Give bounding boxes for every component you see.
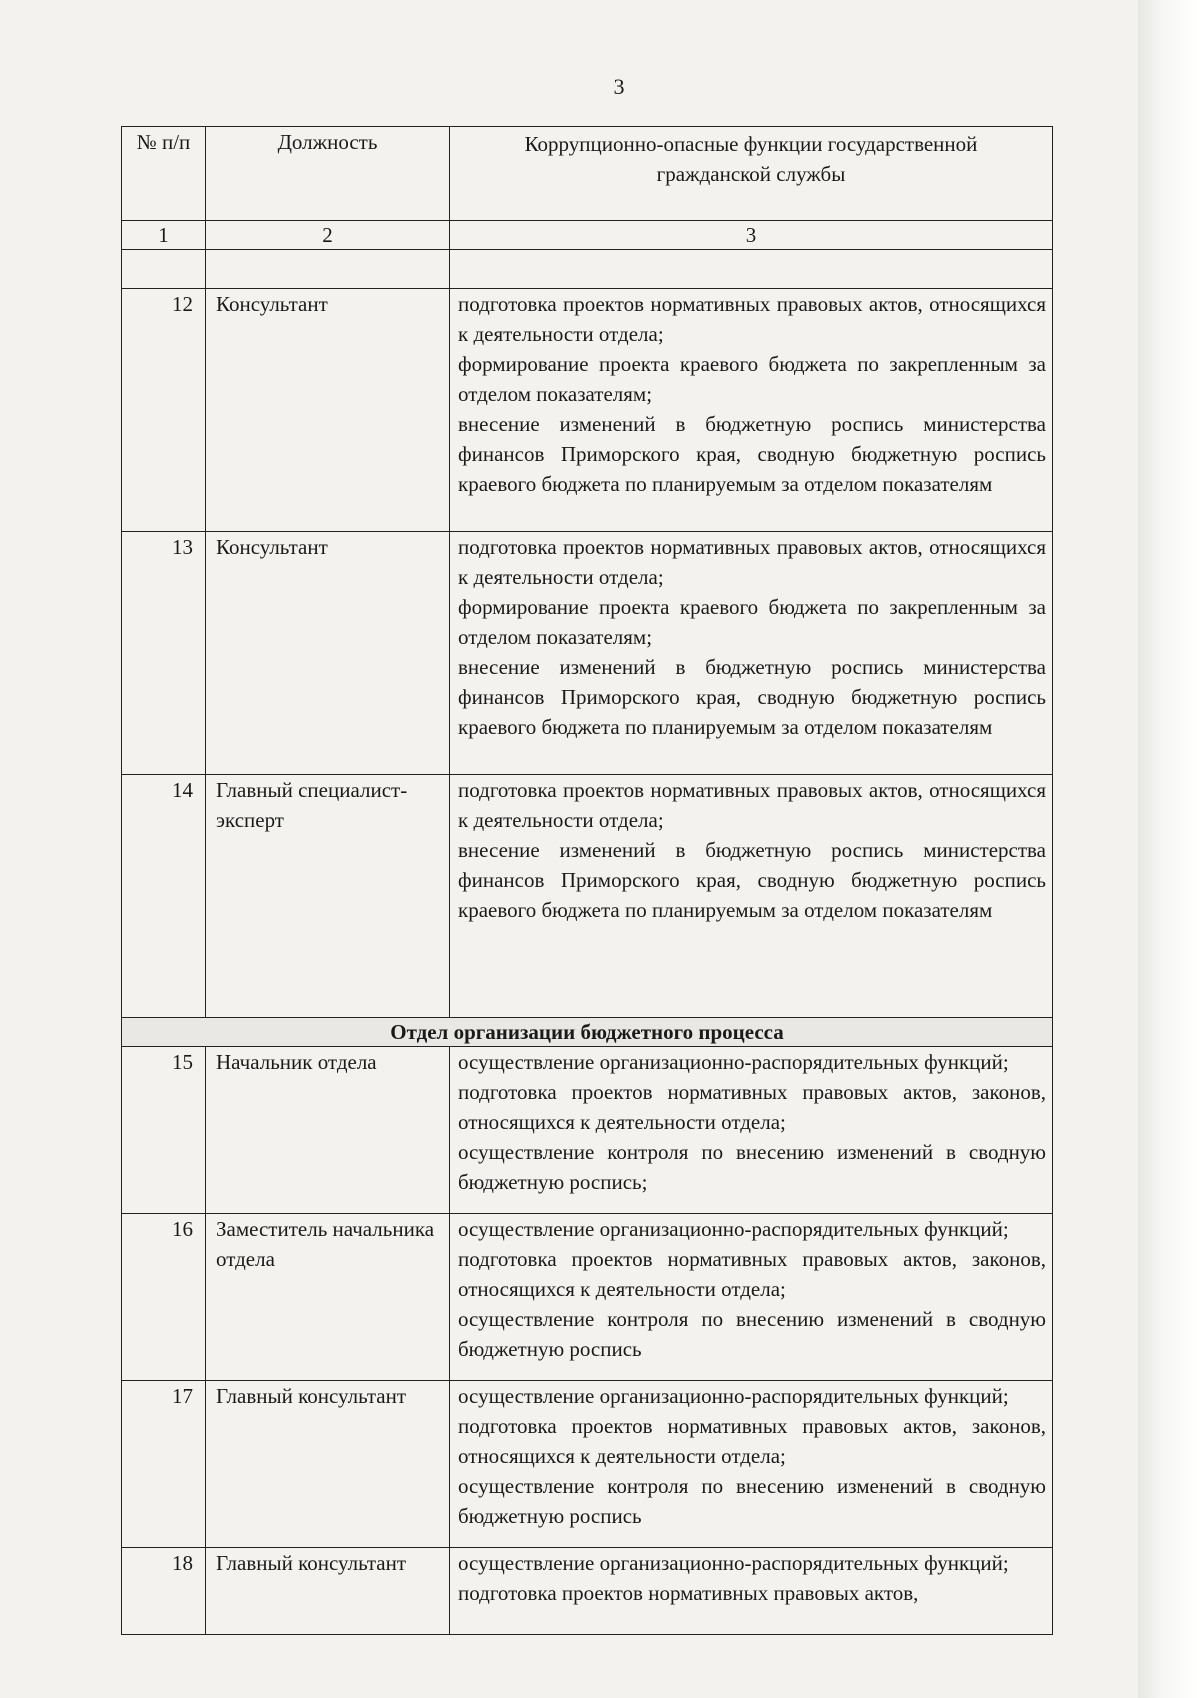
function-item: внесение изменений в бюджетную роспись министерства финансов Приморского края, сводную бюджетную роспись краевого бюджета по планируемым за отделом показателям	[458, 412, 1046, 496]
row-functions	[450, 1047, 1053, 1214]
table-row	[122, 1047, 1053, 1214]
table-row	[122, 775, 1053, 1018]
function-item: осуществление контроля по внесению изменений в сводную бюджетную роспись	[458, 1307, 1046, 1361]
scan-page-edge	[1138, 0, 1200, 1698]
table-row	[122, 289, 1053, 532]
section-header-row	[122, 1018, 1053, 1047]
table-header-row	[122, 127, 1053, 221]
table-row	[122, 532, 1053, 775]
header-functions: Коррупционно-опасные функции государственной гражданской службы	[450, 127, 1053, 221]
row-position: Начальник отдела	[206, 1047, 450, 1214]
function-item: осуществление контроля по внесению изменений в сводную бюджетную роспись;	[458, 1140, 1046, 1194]
function-item: подготовка проектов нормативных правовых актов, законов, относящихся к деятельности отдела;	[458, 1247, 1046, 1301]
page-number: 3	[613, 74, 625, 99]
row-position: Консультант	[206, 532, 450, 775]
row-functions	[450, 1381, 1053, 1548]
column-number-row	[122, 221, 1053, 250]
function-item: подготовка проектов нормативных правовых актов, относящихся к деятельности отдела;	[458, 778, 1046, 832]
row-functions	[450, 1214, 1053, 1381]
function-item: подготовка проектов нормативных правовых актов, относящихся к деятельности отдела;	[458, 535, 1046, 589]
function-item: осуществление организационно-распорядительных функций;	[458, 1050, 1009, 1074]
table-row	[122, 1214, 1053, 1381]
function-item: формирование проекта краевого бюджета по закрепленным за отделом показателям;	[458, 352, 1046, 406]
section-title: Отдел организации бюджетного процесса	[122, 1018, 1053, 1047]
function-item: внесение изменений в бюджетную роспись министерства финансов Приморского края, сводную бюджетную роспись краевого бюджета по планируемым за отделом показателям	[458, 655, 1046, 739]
row-number: 17	[122, 1381, 206, 1548]
row-number: 14	[122, 775, 206, 1018]
table-row	[122, 1548, 1053, 1635]
function-item: осуществление организационно-распорядительных функций;	[458, 1217, 1009, 1241]
row-number: 12	[122, 289, 206, 532]
row-functions	[450, 532, 1053, 775]
table-row	[122, 1381, 1053, 1548]
function-item: подготовка проектов нормативных правовых актов, законов, относящихся к деятельности отдела;	[458, 1080, 1046, 1134]
row-position: Заместитель начальника отдела	[206, 1214, 450, 1381]
row-functions	[450, 775, 1053, 1018]
row-number: 16	[122, 1214, 206, 1381]
row-position: Главный консультант	[206, 1381, 450, 1548]
empty-row	[122, 250, 1053, 289]
row-number: 13	[122, 532, 206, 775]
function-item: осуществление контроля по внесению изменений в сводную бюджетную роспись	[458, 1474, 1046, 1528]
column-number: 2	[206, 221, 450, 250]
header-position: Должность	[206, 127, 450, 221]
function-item: подготовка проектов нормативных правовых актов,	[458, 1581, 919, 1605]
function-item: осуществление организационно-распорядительных функций;	[458, 1384, 1009, 1408]
function-item: подготовка проектов нормативных правовых актов, относящихся к деятельности отдела;	[458, 292, 1046, 346]
corruption-functions-table	[121, 126, 1053, 1635]
row-functions	[450, 1548, 1053, 1635]
function-item: внесение изменений в бюджетную роспись министерства финансов Приморского края, сводную бюджетную роспись краевого бюджета по планируемым за отделом показателям	[458, 838, 1046, 922]
row-functions	[450, 289, 1053, 532]
function-item: формирование проекта краевого бюджета по закрепленным за отделом показателям;	[458, 595, 1046, 649]
row-position: Главный специалист-эксперт	[206, 775, 450, 1018]
column-number: 1	[122, 221, 206, 250]
row-number: 18	[122, 1548, 206, 1635]
row-position: Главный консультант	[206, 1548, 450, 1635]
column-number: 3	[450, 221, 1053, 250]
row-number: 15	[122, 1047, 206, 1214]
function-item: осуществление организационно-распорядительных функций;	[458, 1551, 1009, 1575]
header-number: № п/п	[122, 127, 206, 221]
function-item: подготовка проектов нормативных правовых актов, законов, относящихся к деятельности отдела;	[458, 1414, 1046, 1468]
row-position: Консультант	[206, 289, 450, 532]
